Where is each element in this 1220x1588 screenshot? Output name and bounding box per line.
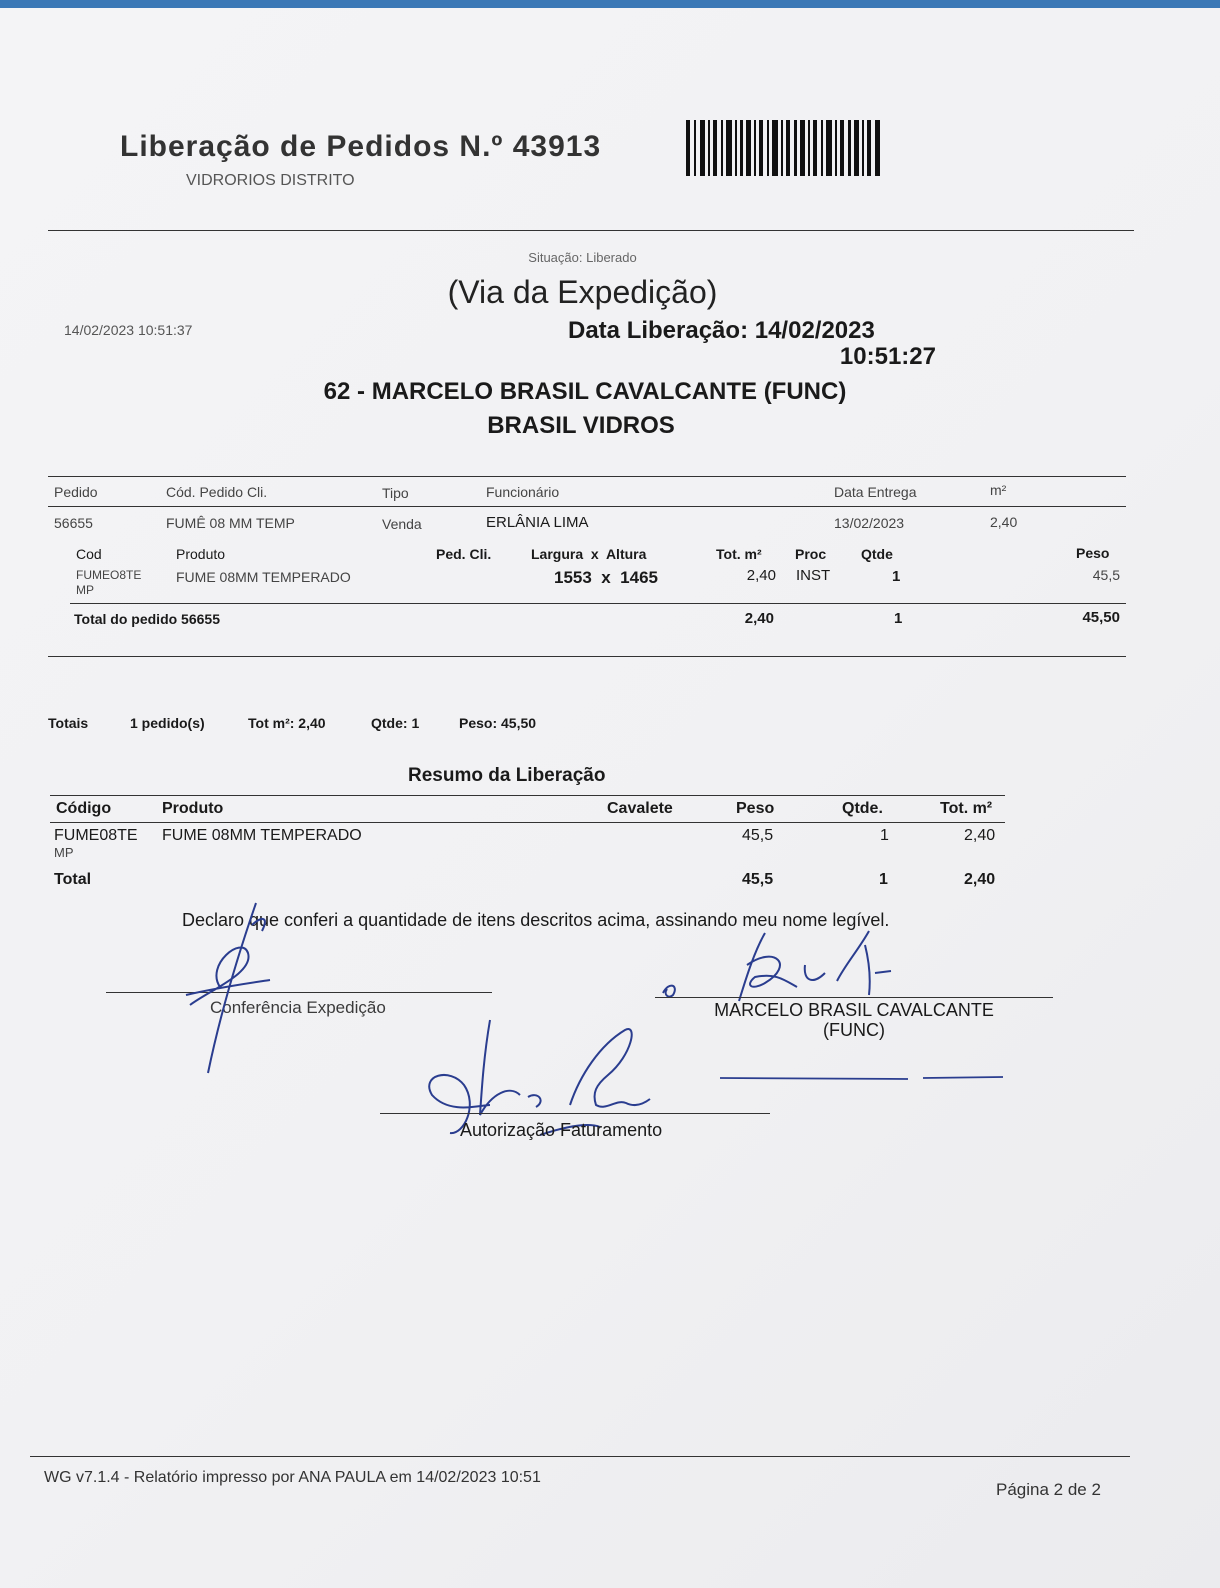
summary-header-rule — [50, 822, 1005, 823]
summary-tot-m2: 2,40 — [964, 827, 996, 844]
item-produto: FUME 08MM TEMPERADO — [176, 569, 351, 585]
totals-pedidos: 1 pedido(s) — [130, 715, 205, 731]
order-cod-pedido-cli: FUMÊ 08 MM TEMP — [166, 515, 295, 531]
summary-codigo-line2: MP — [54, 845, 74, 860]
right-signature-line — [655, 997, 1053, 998]
col-cod-pedido-cli: Cód. Pedido Cli. — [166, 484, 268, 500]
totals-label: Totais — [48, 715, 89, 731]
right-signature-name: MARCELO BRASIL CAVALCANTE — [714, 1000, 994, 1020]
company-name: VIDRORIOS DISTRITO — [186, 172, 355, 189]
order-tipo: Venda — [382, 516, 422, 532]
top-band — [0, 0, 1220, 8]
summary-col-qtde: Qtde. — [842, 800, 883, 817]
order-total-m2: 2,40 — [744, 610, 774, 627]
right-signature-func: (FUNC) — [823, 1020, 885, 1040]
footer-page: Página 2 de 2 — [996, 1480, 1101, 1499]
col-m2: m² — [990, 482, 1007, 498]
center-signature-caption: Autorização Faturamento — [460, 1120, 663, 1140]
summary-qtde: 1 — [880, 827, 889, 844]
left-signature-caption: Conferência Expedição — [210, 998, 386, 1017]
order-data-entrega: 13/02/2023 — [834, 515, 905, 531]
left-signature — [150, 895, 280, 1080]
totals-peso: Peso: 45,50 — [459, 715, 537, 731]
client-company: BRASIL VIDROS — [487, 412, 675, 439]
col-funcionario: Funcionário — [486, 484, 560, 500]
barcode — [686, 120, 880, 176]
summary-codigo-line1: FUME08TE — [54, 827, 138, 844]
item-cod-line2: MP — [76, 583, 94, 597]
order-total-rule — [70, 603, 1126, 604]
item-col-proc: Proc — [795, 546, 827, 562]
via-label: (Via da Expedição) — [447, 274, 718, 310]
header-divider — [48, 230, 1134, 231]
order-total-peso: 45,50 — [1082, 609, 1120, 626]
summary-total-tot-m2: 2,40 — [964, 871, 996, 888]
print-timestamp: 14/02/2023 10:51:37 — [64, 322, 193, 338]
summary-top-rule — [50, 795, 1005, 796]
item-peso: 45,5 — [1092, 567, 1120, 583]
summary-col-cavalete: Cavalete — [607, 800, 673, 817]
totals-m2: Tot m²: 2,40 — [248, 715, 326, 731]
order-pedido: 56655 — [54, 515, 93, 531]
item-col-produto: Produto — [176, 546, 226, 562]
summary-col-produto: Produto — [162, 800, 224, 817]
order-header-rule — [48, 506, 1126, 507]
declaration-text: Declaro que conferi a quantidade de itens descritos acima, assinando meu nome legível. — [182, 910, 890, 930]
col-pedido: Pedido — [54, 484, 98, 500]
summary-produto: FUME 08MM TEMPERADO — [162, 827, 362, 844]
order-table-top-rule — [48, 476, 1126, 477]
item-cod-line1: FUMEO8TE — [76, 568, 142, 582]
order-total-label: Total do pedido 56655 — [74, 611, 220, 627]
handwritten-date-underline — [718, 1074, 1018, 1082]
order-funcionario: ERLÂNIA LIMA — [486, 514, 589, 531]
col-tipo: Tipo — [382, 485, 409, 501]
status-label: Situação: Liberado — [528, 250, 637, 265]
center-signature-line — [380, 1113, 770, 1114]
col-data-entrega: Data Entrega — [834, 484, 917, 500]
item-col-cod: Cod — [76, 546, 102, 562]
right-signature — [655, 925, 905, 1005]
summary-peso: 45,5 — [742, 827, 774, 844]
summary-total-qtde: 1 — [879, 871, 888, 888]
item-col-ped-cli: Ped. Cli. — [436, 546, 492, 562]
order-total-qtde: 1 — [894, 610, 903, 627]
item-col-peso: Peso — [1076, 545, 1110, 561]
summary-col-tot-m2: Tot. m² — [940, 800, 993, 817]
client-name: 62 - MARCELO BRASIL CAVALCANTE (FUNC) — [323, 378, 847, 405]
item-col-tot-m2: Tot. m² — [716, 546, 762, 562]
item-proc: INST — [796, 567, 831, 584]
footer-rule — [30, 1456, 1130, 1457]
order-table-bottom-rule — [48, 656, 1126, 657]
item-col-qtde: Qtde — [861, 546, 893, 562]
footer-printed-by: WG v7.1.4 - Relatório impresso por ANA PAULA em 14/02/2023 10:51 — [44, 1469, 541, 1486]
totals-qtde: Qtde: 1 — [371, 715, 420, 731]
summary-total-label: Total — [54, 871, 92, 888]
item-dimensions: 1553 x 1465 — [554, 568, 658, 587]
order-m2: 2,40 — [990, 514, 1018, 530]
summary-col-codigo: Código — [56, 800, 112, 817]
release-date: Data Liberação: 14/02/2023 — [568, 317, 875, 344]
item-col-largura-altura: Largura x Altura — [531, 546, 647, 562]
summary-title: Resumo da Liberação — [408, 765, 606, 786]
release-time: 10:51:27 — [839, 343, 936, 370]
item-qtde: 1 — [892, 568, 901, 585]
summary-col-peso: Peso — [736, 800, 775, 817]
summary-total-peso: 45,5 — [742, 871, 774, 888]
item-tot-m2: 2,40 — [746, 567, 776, 584]
document-title: Liberação de Pedidos N.º 43913 — [120, 130, 602, 163]
